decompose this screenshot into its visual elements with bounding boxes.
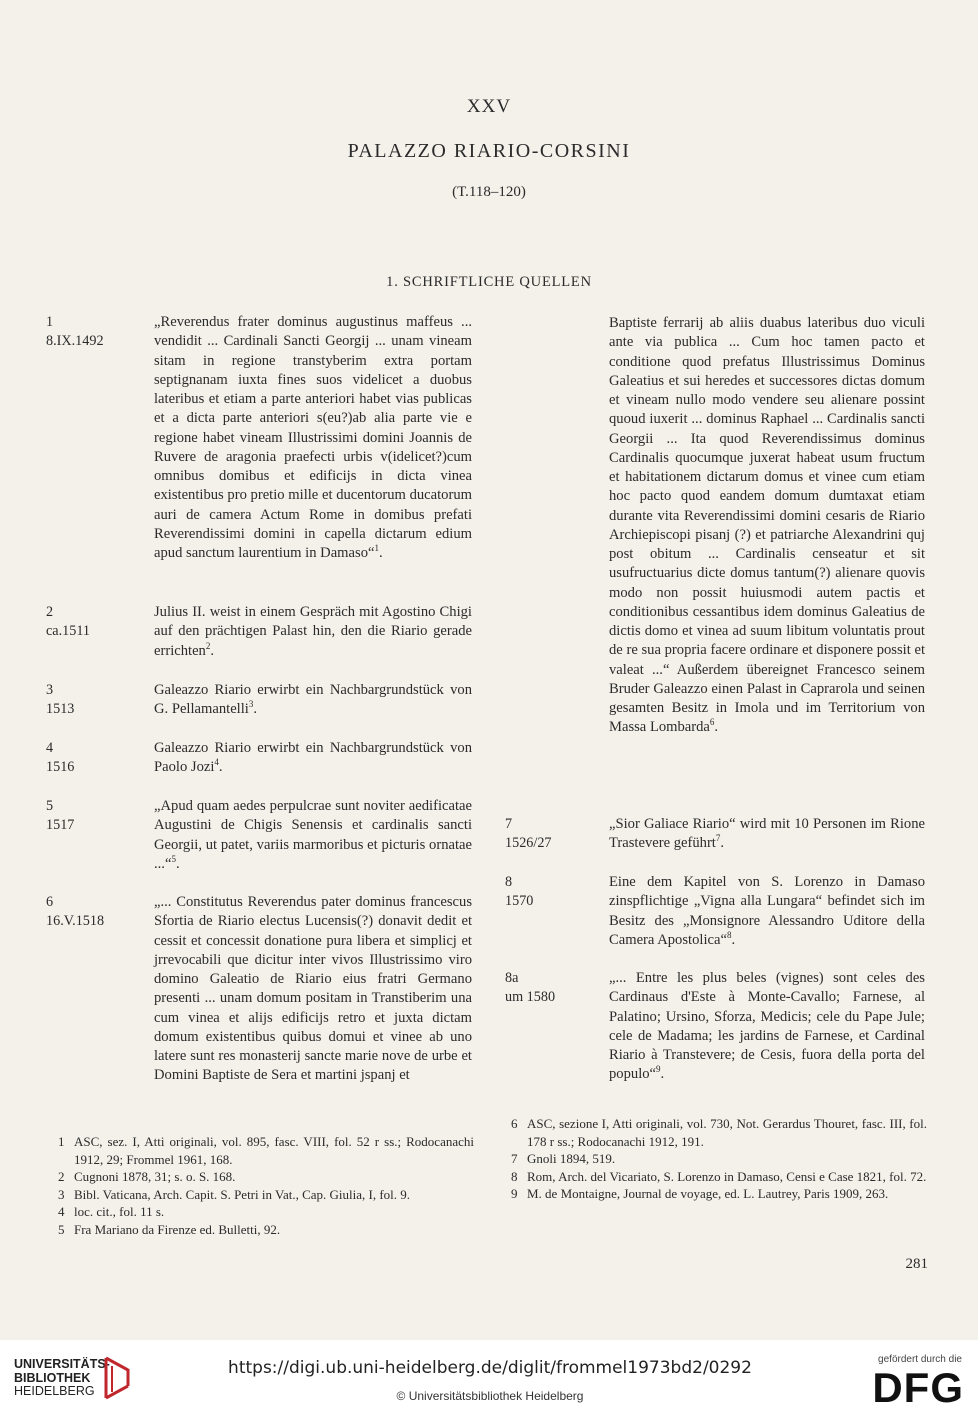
footnote: 7 Gnoli 1894, 519. [511,1151,616,1167]
footnote-ref: 3 [248,699,254,710]
page-title: PALAZZO RIARIO-CORSINI [347,140,631,162]
funding-note: gefördert durch die [878,1354,962,1365]
section-heading: 1. SCHRIFTLICHE QUELLEN [386,274,592,290]
entry-4-text: Galeazzo Riario erwirbt ein Nachbargrundstück von Paolo Jozi$^4$. [154,740,472,776]
entry-5-margin: 5 1517 [46,798,75,834]
entry-2-text: Julius II. weist in einem Gespräch mit Agostino Chigi auf den prächtigen Palast hin, den die Riario gerade errichten$^2$. [154,604,472,659]
chapter-number: XXV [466,96,512,117]
footnote-ref: 4 [214,757,219,768]
library-name: UNIVERSITÄTS- BIBLIOTHEK HEIDELBERG [14,1357,110,1398]
footnote-ref: 1 [374,543,379,554]
entry-6-text: „... Constitutus Reverendus pater dominus francescus Sfortia de Riario electus Lucensis(?) donavit dedit et cessit et concessit donatione pura libera et simplicj et jrrevocabili que dicitur inter vivos Illustrissimo viro domino Galeatio de Riario eius fratri Germano presenti ... unam domum positam in Transtiberim una cum vinea et alijs edificijs retro et juxta dictam domum existentibus quibus domui et vinee ab uno latere sunt res monasterij sancte marie nove de urbe et Domini Baptiste de Sera et martini jspanj et [154,894,472,1084]
footnotes-left [58,1133,474,1239]
entry-3-margin: 3 1513 [46,682,75,718]
entry-4-margin: 4 1516 [46,740,75,776]
entry-7-text: „Sior Galiace Riario“ wird mit 10 Personen im Rione Trastevere geführt$^7$. [609,816,925,852]
footnote: 9 M. de Montaigne, Journal de voyage, ed. L. Lautrey, Paris 1909, 263. [511,1186,889,1202]
entry-8-text: Eine dem Kapitel von S. Lorenzo in Damaso zinspflichtige „Vigna alla Lungara“ befindet sich im Besitz des „Monsignore Alessandro Uditore della Camera Apostolica“$^8$. [609,874,925,948]
entry-6-continuation: Baptiste ferrarij ab aliis duabus lateribus duo viculi ante via publica ... Cum hoc tamen pacto et conditione quod prefatus Illustrissimus Dominus Galeatius et sui heredes et successores dictas domum et vineam nullo modo vendere seu alienare possint quoud iuxerit ... dominus Raphael ... Cardinalis sancti Georgii ... Ita quod Reverendissimus dominus Cardinalis quocumque juxerat habeat usum fructum et habitationem dictarum domus et vinee cum etiam hoc pacto quod eandem domum dumtaxat etiam durante vita Reverendissimi domini cesaris de Riario Archiepiscopi pisanj (?) et patriarche Alexandrini quj post obitum ... Cardinalis censeatur et sit usufructuarius dicte domus tantum(?) alienare quovis modo non possit huiusmodi autem pactis et conditionibus cessantibus idem dominus Galeatius de dictis domo et vinea ad suum libitum voluntatis prout de re sua propria facere ordinare et disponere possit et valeat ...“ Außerdem übereignet Francesco seinem Bruder Galeazzo einen Palast in Caprarola und seinen gesamten Besitz in Imola und im Territorium von Massa Lombarda$^6$. [609,315,925,736]
footnote-ref: 9 [656,1064,661,1075]
entry-8-margin: 8 1570 [505,874,534,910]
entry-6-margin: 6 16.V.1518 [46,894,105,930]
footnote: 4 loc. cit., fol. 11 s. [58,1204,165,1220]
footnote-ref: 8 [726,929,732,940]
footnotes-right [511,1115,927,1203]
permalink-url[interactable]: https://digi.ub.uni-heidelberg.de/diglit/frommel1973bd2/0292 [228,1358,752,1378]
footnote-ref: 2 [205,640,211,651]
entry-5-text: „Apud quam aedes perpulcrae sunt noviter aedificatae Augustini de Chigis Senensis et cardinalis sancti Georgii, ut patet, variis marmoribus et picturis ornatae ...“$^5$. [154,798,472,872]
footnote: 1 ASC, sez. I, Atti originali, vol. 895, fasc. VIII, fol. 52 r ss.; Rodocanachi 1912, 29; Frommel 1961, 168. [58,1134,474,1167]
footnote: 2 Cugnoni 1878, 31; s. o. S. 168. [58,1169,236,1185]
footnote-ref: 6 [709,717,715,728]
entry-8a-text: „... Entre les plus beles (vignes) sont celes des Cardinaus d'Este à Monte-Cavallo; Farnese, al Palatino; Ursino, Sforza, Medicis; cele du Pape Jule; cele de Madama; les jardins de Farnese, et Cardinal Riario à Transtevere; de Cesis, fuora della porta del populo“$^9$. [609,970,925,1083]
footnote: 6 ASC, sezione I, Atti originali, vol. 730, Not. Gerardus Thouret, fasc. III, fol. 178 r ss.; Rodocanachi 1912, 191. [511,1116,927,1149]
library-logo-icon [100,1352,134,1404]
entry-2-margin: 2 ca.1511 [46,604,90,640]
footer-bar [0,1340,978,1415]
footnote: 3 Bibl. Vaticana, Arch. Capit. S. Petri in Vat., Cap. Giulia, I, fol. 9. [58,1186,411,1202]
footnote-ref: 7 [715,833,721,844]
dfg-logo: DFG [872,1364,964,1411]
entry-3-text: Galeazzo Riario erwirbt ein Nachbargrundstück von G. Pellamantelli$^3$. [154,682,472,718]
footnote: 5 Fra Mariano da Firenze ed. Bulletti, 92. [58,1221,281,1237]
entry-1-margin: 1 8.IX.1492 [46,314,104,350]
footnote: 8 Rom, Arch. del Vicariato, S. Lorenzo in Damaso, Censi e Case 1821, fol. 72. [511,1168,927,1184]
page-number: 281 [905,1256,928,1272]
copyright-notice: © Universitätsbibliothek Heidelberg [396,1389,584,1403]
footnote-ref: 5 [171,853,176,864]
plate-reference: (T.118–120) [452,184,526,200]
entry-1-text: „Reverendus frater dominus augustinus maffeus ... vendidit ... Cardinali Sancti Georgij ... unam vineam sitam in regione transtyberim extra portam septignanam iuxta fines suos videlicet a duobus lateribus et etiam a parte anteriori habet vias publicas et a dicta parte anteriori s(eu?)ab alia parte vie e regione habet vineam Illustrissimi domini Joannis de Ruvere de aragonia praefecti urbis v(idelicet?)cum omnibus domibus et edificijs in dicta vinea existentibus pro pretio mille et ducentorum ducatorum auri de camera Actum Rome in domibus prefati Reverendissimi domini in capella dictarum edium apud sanctum laurentium in Damaso“$^1$. [154,314,472,561]
entry-8a-margin: 8a um 1580 [505,970,556,1006]
entry-7-margin: 7 1526/27 [505,816,552,852]
